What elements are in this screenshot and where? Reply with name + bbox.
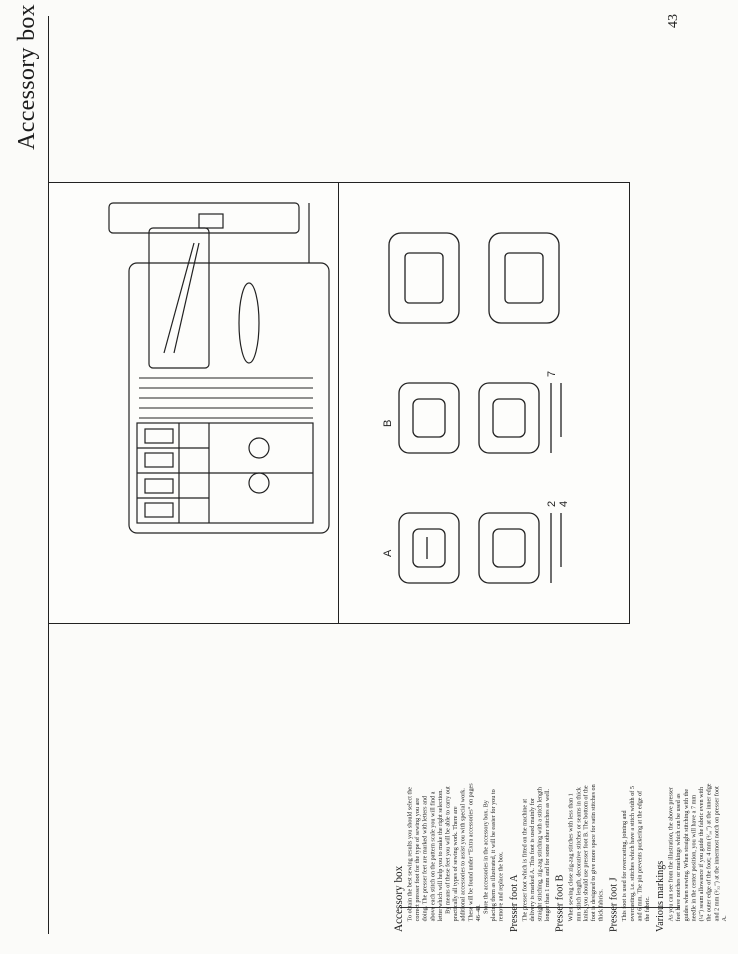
- paragraph-various-markings-1: As you can see from the illustration, the above presser feet have notches or markings which can be used as guides when sewing. When straight stitching with the needle in the center position, you will have a 7 mm (¼″) seam allowance if you guide the fabric even with the outer edge of the foot; 4 mm (³⁄₁₆″) at the inner edge and 2 mm (³⁄₃₂″) at the innermost notch on presser foot A.: [667, 783, 728, 922]
- heading-presser-foot-b: Presser foot B: [554, 874, 566, 932]
- measure-label-7: 7: [546, 370, 558, 377]
- heading-accessory-box: Accessory box: [392, 865, 405, 932]
- foot-label-a: A: [382, 549, 394, 557]
- paragraph-accessory-box-3: Store the accessories in the accessory box. By placing them as illustrated, it will be easier for you to remove and replace the box.: [482, 789, 505, 922]
- paragraph-accessory-box-2: By means of these feet you will be able to carry out practically all types of sewing work. There are additional accessories to assist you with special work. These will be found under “Extra accessories” on pages 46–48.: [444, 783, 482, 922]
- measure-label-4: 4: [558, 500, 570, 507]
- paragraph-presser-foot-b-1: When sewing close zig-zag stitches with less than 1 mm stitch length, decorative stitches or seams in thick knits, you should use presser foot B. The bottom of the foot is designed to give more space for satin stitches on thick fabrics.: [567, 784, 605, 922]
- heading-various-markings: Various markings: [654, 860, 666, 932]
- paragraph-accessory-box-1: To obtain the best sewing results you should select the correct presser foot for the type of sewing you are doing. The presser feet are marked with letters and above each stitch on the pattern scale you will find a letter which will help you to make the right selection.: [406, 786, 444, 922]
- heading-presser-foot-j: Presser foot J: [608, 877, 620, 932]
- heading-presser-foot-a: Presser foot A: [508, 874, 520, 932]
- foot-label-b: B: [382, 419, 394, 427]
- page-number: 43: [666, 14, 681, 28]
- paragraph-presser-foot-a-1: The presser foot which is fitted on the machine at delivery is marked A. This foot is used mainly for straight stitching, zig-zag stitching with a stitch length longer than 1 mm and for some other stitches as well.: [520, 787, 551, 922]
- paragraph-presser-foot-j-1: This foot is used for overcasting, joining and overcasting, i.e. stitches which have a stitch width of 5 and 6 mm. The pin prevents puckering at the edge of the fabric.: [621, 786, 651, 922]
- measure-label-2: 2: [546, 500, 558, 507]
- page-header-title: Accessory box: [14, 4, 40, 150]
